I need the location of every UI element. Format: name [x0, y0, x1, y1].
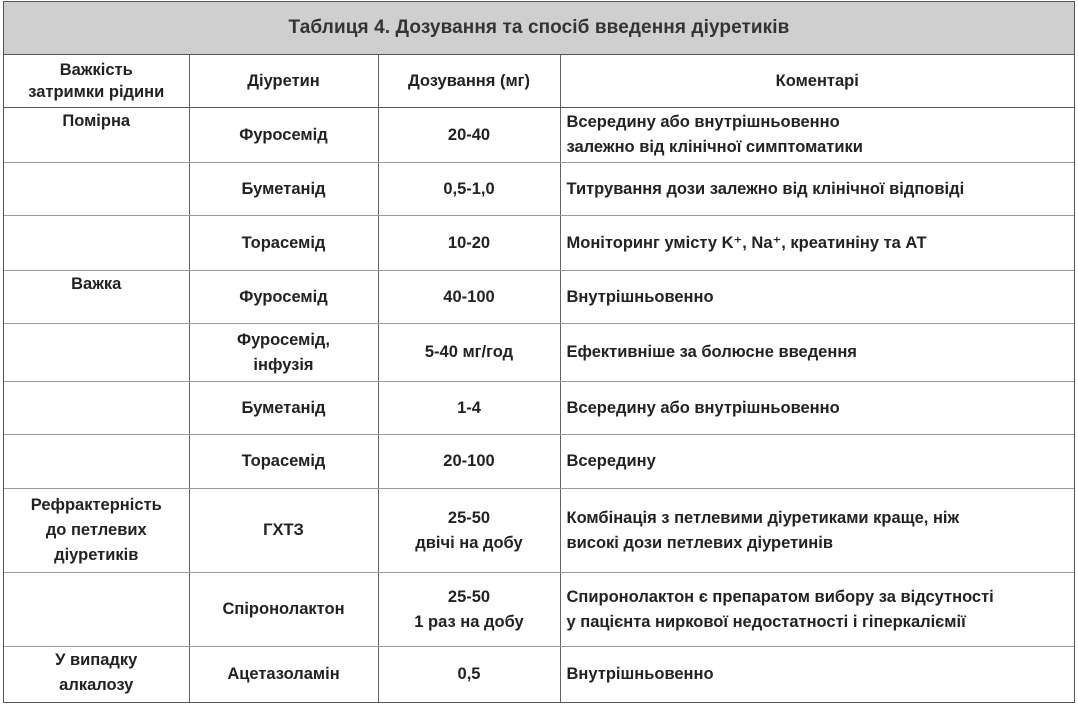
comment-cell — [560, 573, 1074, 647]
severity-cell — [4, 489, 189, 573]
header-diuretic: Діуретин — [189, 55, 378, 108]
severity-cell-line: до петлевих — [45, 521, 147, 539]
dose-cell-line: двічі на добу — [415, 533, 523, 552]
diuretic-cell — [189, 271, 378, 324]
diuretic-cell-line: Фуросемід — [239, 125, 328, 144]
diuretics-table — [4, 55, 1074, 703]
severity-cell-line: Помірна — [62, 112, 131, 130]
dose-cell-line: 20-40 — [447, 125, 491, 144]
dose-cell — [378, 647, 560, 703]
diuretic-cell — [189, 216, 378, 271]
comment-cell-line: Внутрішньовенно — [566, 665, 714, 683]
severity-cell-line: У випадку — [55, 651, 138, 669]
diuretic-cell-line: Торасемід — [241, 452, 326, 470]
severity-cell — [4, 573, 189, 647]
diuretic-cell — [189, 647, 378, 703]
dose-cell-line: 1 раз на добу — [414, 612, 524, 631]
dose-cell-line: 25-50 — [447, 508, 491, 527]
dose-cell — [378, 216, 560, 271]
comment-cell-line: у пацієнта ниркової недостатності і гіперкаліємії — [566, 612, 966, 631]
header-row — [4, 55, 1074, 108]
table-row — [4, 216, 1074, 271]
severity-cell — [4, 382, 189, 435]
comment-cell-line: Ефективніше за болюсне введення — [566, 343, 857, 361]
severity-cell — [4, 271, 189, 324]
comment-cell — [560, 163, 1074, 216]
dose-cell — [378, 435, 560, 489]
comment-cell — [560, 271, 1074, 324]
comment-cell — [560, 647, 1074, 703]
severity-cell — [4, 435, 189, 489]
diuretic-cell-line: ГХТЗ — [263, 521, 304, 539]
comment-cell-line: Всередину або внутрішньовенно — [566, 113, 840, 131]
diuretic-cell-line: Ацетазоламін — [227, 665, 340, 683]
table-row — [4, 647, 1074, 703]
comment-cell-line: Всередину або внутрішньовенно — [566, 398, 840, 417]
dose-cell — [378, 489, 560, 573]
header-dose: Дозування (мг) — [378, 55, 560, 108]
diuretic-cell-line: інфузія — [253, 355, 314, 374]
severity-cell-line: алкалозу — [59, 676, 134, 694]
document-page — [3, 1, 1075, 703]
dose-cell — [378, 163, 560, 216]
diuretic-cell — [189, 573, 378, 647]
table-title: Таблиця 4. Дозування та спосіб введення діуретиків — [4, 2, 1074, 55]
dose-cell — [378, 108, 560, 163]
comment-cell — [560, 324, 1074, 382]
table-row — [4, 573, 1074, 647]
table-row — [4, 435, 1074, 489]
dose-cell — [378, 271, 560, 324]
comment-cell-line: Титрування дози залежно від клінічної відповіді — [566, 179, 965, 198]
dose-cell-line: 40-100 — [443, 287, 495, 306]
severity-cell-line: Рефрактерність — [30, 496, 162, 514]
comment-cell — [560, 435, 1074, 489]
diuretic-cell — [189, 163, 378, 216]
diuretic-cell — [189, 382, 378, 435]
severity-cell — [4, 108, 189, 163]
dose-cell — [378, 573, 560, 647]
diuretic-cell-line: Фуросемід, — [237, 330, 330, 349]
comment-cell — [560, 489, 1074, 573]
diuretic-cell — [189, 324, 378, 382]
diuretic-cell-line: Буметанід — [241, 179, 326, 198]
diuretic-cell — [189, 435, 378, 489]
severity-cell — [4, 647, 189, 703]
dose-cell — [378, 382, 560, 435]
severity-cell — [4, 324, 189, 382]
table-row — [4, 489, 1074, 573]
table-row — [4, 108, 1074, 163]
dose-cell-line: 20-100 — [443, 452, 495, 470]
diuretic-cell-line: Торасемід — [241, 233, 326, 252]
comment-cell — [560, 108, 1074, 163]
table-row — [4, 324, 1074, 382]
diuretic-cell-line: Спіронолактон — [222, 600, 345, 618]
dose-cell-line: 1-4 — [457, 398, 481, 417]
table-row — [4, 271, 1074, 324]
comment-cell — [560, 216, 1074, 271]
table-row — [4, 163, 1074, 216]
comment-cell-line: Внутрішньовенно — [566, 287, 714, 306]
header-comment: Коментарі — [560, 55, 1074, 108]
comment-cell-line: Моніторинг умісту K⁺, Na⁺, креатиніну та АТ — [566, 233, 927, 252]
comment-cell-line: Всередину — [566, 452, 656, 470]
severity-cell-line: Важка — [71, 275, 122, 293]
dose-cell — [378, 324, 560, 382]
severity-cell — [4, 163, 189, 216]
comment-cell-line: Комбінація з петлевими діуретиками краще, ніж — [566, 508, 960, 527]
severity-cell — [4, 216, 189, 271]
comment-cell-line: залежно від клінічної симптоматики — [566, 138, 863, 156]
dose-cell-line: 10-20 — [447, 233, 491, 252]
diuretic-cell — [189, 489, 378, 573]
comment-cell-line: Спиронолактон є препаратом вибору за відсутності — [566, 587, 994, 606]
comment-cell — [560, 382, 1074, 435]
comment-cell-line: високі дози петлевих діуретинів — [566, 533, 833, 552]
dose-cell-line: 0,5-1,0 — [443, 179, 495, 198]
diuretic-cell-line: Фуросемід — [239, 287, 328, 306]
dose-cell-line: 5-40 мг/год — [424, 343, 514, 361]
header-severity: Важкість затримки рідини — [4, 55, 189, 108]
severity-cell-line: діуретиків — [54, 546, 139, 564]
dose-cell-line: 25-50 — [447, 587, 491, 606]
table-row — [4, 382, 1074, 435]
diuretic-cell — [189, 108, 378, 163]
dose-cell-line: 0,5 — [457, 665, 481, 683]
diuretic-cell-line: Буметанід — [241, 398, 326, 417]
